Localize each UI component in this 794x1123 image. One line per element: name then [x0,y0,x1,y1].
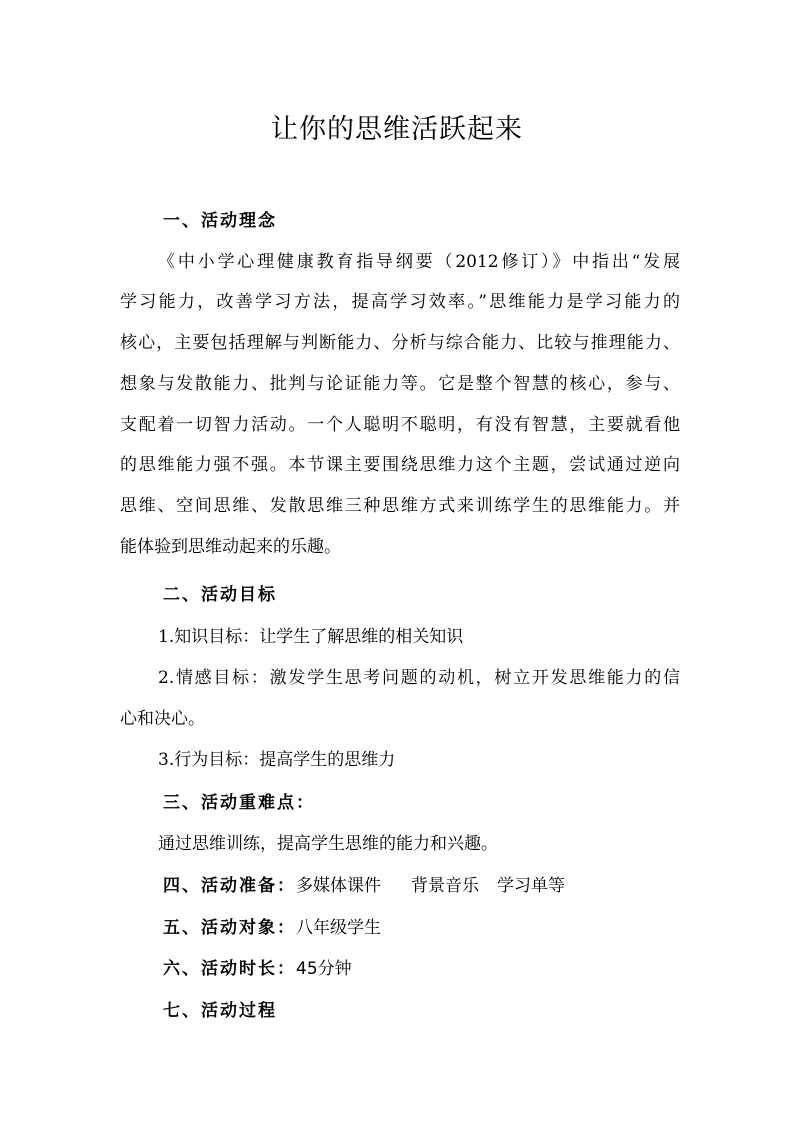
preparation-item-2: 背景音乐 [411,876,479,896]
duration-value: 45分钟 [296,959,352,979]
section-heading-process: 七、活动过程 [163,1001,277,1021]
section-duration [163,954,352,984]
section-preparation [163,871,565,901]
goal-item-2: 2.情感目标：激发学生思考问题的动机，树立开发思维能力的信 [158,668,680,688]
goal-item-3: 3.行为目标：提高学生的思维力 [158,750,396,770]
concept-line-3: 核心，主要包括理解与判断能力、分析与综合能力、比较与推理能力、 [120,333,680,353]
concept-line-2: 学习能力，改善学习方法，提高学习效率。”思维能力是学习能力的 [120,292,680,312]
section-target [163,913,381,943]
section-heading-preparation: 四、活动准备： [163,876,296,896]
goal-item-2-cont: 心和决心。 [120,709,205,729]
concept-line-6: 的思维能力强不强。本节课主要围绕思维力这个主题，尝试通过逆向 [120,455,680,475]
page-title: 让你的思维活跃起来 [271,114,523,145]
goal-item-1: 1.知识目标：让学生了解思维的相关知识 [158,627,464,647]
concept-line-4: 想象与发散能力、批判与论证能力等。它是整个智慧的核心，参与、 [120,374,680,394]
section-heading-goals: 二、活动目标 [163,585,277,605]
key-points-text: 通过思维训练，提高学生思维的能力和兴趣。 [158,834,498,854]
concept-line-1: 《中小学心理健康教育指导纲要（2012修订）》中指出“发展 [158,252,680,272]
target-value: 八年级学生 [296,918,381,938]
section-heading-target: 五、活动对象： [163,918,296,938]
concept-line-8: 能体验到思维动起来的乐趣。 [120,537,341,557]
preparation-item-1: 多媒体课件 [296,876,381,896]
section-heading-concept: 一、活动理念 [163,211,277,231]
section-heading-key-points: 三、活动重难点： [163,793,315,813]
section-heading-duration: 六、活动时长： [163,959,296,979]
concept-line-5: 支配着一切智力活动。一个人聪明不聪明，有没有智慧，主要就看他 [120,415,680,435]
concept-line-7: 思维、空间思维、发散思维三种思维方式来训练学生的思维能力。并 [120,496,680,516]
preparation-item-3: 学习单等 [497,876,565,896]
